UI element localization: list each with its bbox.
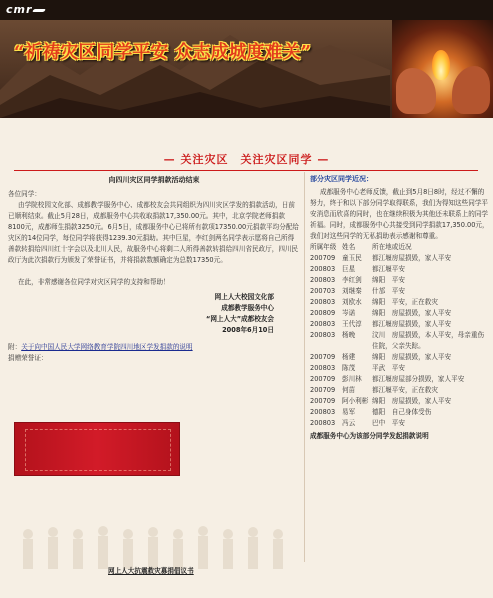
notice-title: 向四川灾区同学捐款活动结束 (108, 176, 200, 184)
table-row (310, 363, 490, 374)
table-row (310, 275, 490, 286)
grade-cell: 200803 (310, 364, 336, 372)
name-cell: 杨晚 (342, 331, 356, 339)
grade-cell: 200803 (310, 331, 336, 339)
grade-cell: 200803 (310, 265, 336, 273)
table-row (310, 319, 490, 330)
status-cell: 汶川 房屋损毁，本人平安，母亲重伤住院，父亲失踪。 (372, 331, 485, 350)
grade-cell: 200803 (310, 298, 336, 306)
table-row (310, 264, 490, 275)
status-cell: 都江堰房屋部分损毁，家人平安 (372, 375, 465, 383)
name-cell: 何苗 (342, 386, 356, 394)
signature-line: “网上人大”成都校友会 (205, 315, 274, 323)
signature-block (8, 292, 300, 336)
table-row (310, 253, 490, 264)
name-cell: 易军 (342, 408, 356, 416)
memorial-silhouette-image (8, 504, 300, 574)
certificate-label: 捐赠荣誉证： (8, 354, 48, 362)
certificate-border (25, 429, 171, 471)
grade-cell: 200709 (310, 397, 336, 405)
section-title: — 关注灾区 关注灾区同学 — (163, 153, 330, 166)
status-cell: 都江堰房屋损毁，家人平安 (372, 254, 452, 262)
status-cell: 绵阳 平安 (372, 276, 405, 284)
candle-hands-image (392, 20, 493, 118)
signature-line: 成都教学服务中心 (221, 304, 274, 312)
name-cell: 李红剑 (342, 276, 362, 284)
status-cell: 都江堰平安，正在救灾 (372, 386, 438, 394)
signature-line: 网上人大校园文化部 (214, 293, 274, 301)
status-heading: 部分灾区同学近况： (310, 175, 373, 183)
header-banner (0, 0, 493, 118)
table-row (310, 286, 490, 297)
name-cell: 刘欧水 (342, 298, 362, 306)
table-row (310, 374, 490, 385)
donation-notice (8, 174, 300, 584)
left-hand-shape (396, 68, 436, 114)
name-cell: 童玉民 (342, 254, 362, 262)
appeal-link[interactable]: 网上人大抗震救灾募捐倡议书 (108, 567, 194, 575)
grade-cell: 200703 (310, 287, 336, 295)
grade-cell: 200709 (310, 254, 336, 262)
attachment-link[interactable]: 关于向中国人民大学网络教育学院四川地区学发捐款的说明 (21, 343, 193, 351)
table-row (310, 418, 490, 429)
status-footer: 成都服务中心为该部分同学发起捐款说明 (310, 432, 429, 440)
table-row (310, 396, 490, 407)
table-row (310, 352, 490, 363)
status-cell: 都江堰房屋损毁，家人平安 (372, 320, 452, 328)
name-cell: 阿小利彬 (342, 397, 369, 405)
grade-cell: 200809 (310, 309, 336, 317)
table-row (310, 297, 490, 308)
status-cell: 都江堰平安 (372, 265, 405, 273)
column-header: 所属年级 (310, 243, 337, 251)
grade-cell: 200803 (310, 320, 336, 328)
attachment-row (8, 342, 300, 353)
grade-cell: 200709 (310, 353, 336, 361)
student-status-table (310, 242, 490, 429)
status-cell: 绵阳 房屋损毁，家人平安 (372, 397, 452, 405)
banner-slogan: “祈祷灾区同学平安 众志成城度难关” (14, 42, 311, 63)
status-intro: 成都服务中心老师反馈，截止到5月8日8时，经过不懈的努力，终于和以下部分同学取得联系，我们为得知这些同学平安消息而欣喜的同时，也在继续积极为其他还未联系上的同学祈福。同时，成都服务中心共接受到同学捐款17,350.00元，我们对这些同学的无私捐助表示感谢和尊重。 (310, 188, 489, 240)
notice-body: 由学院校园文化部、成都教学服务中心、成都校友会共同组织为四川灾区学发的捐款活动，日前已顺利结束。截止5月28日，成都服务中心共收取捐款17,350.00元。其中，北京学院老师捐款8100元，成都师生捐款3250元。6月5日，成都服务中心已将所有款项17350.00元捐款平均分配给灾区的14位同学，每位同学将获得1239.30元捐助。其中巨星，李红剑两名同学表示愿将自己所得善款转捐给四川红十字会以及北川人民，故服务中心将剩二人所得善款转捐给四川省民政厅，四川民政厅为此次捐款行为颁发了荣誉证书，并将捐款数额确定为总数17350元。 (8, 201, 300, 264)
student-status-panel (310, 174, 490, 564)
logo-swoosh-icon (32, 9, 46, 12)
decorative-strip (0, 118, 493, 148)
table-row (310, 385, 490, 396)
top-bar (0, 0, 493, 20)
status-cell: 平武 平安 (372, 364, 405, 372)
grade-cell: 200803 (310, 419, 336, 427)
grade-cell: 200709 (310, 375, 336, 383)
status-cell: 绵阳 房屋损毁，家人平安 (372, 353, 452, 361)
notice-thanks: 在此，非常感谢各位同学对灾区同学的支持和帮助！ (18, 278, 170, 286)
name-cell: 杨建 (342, 353, 356, 361)
table-header-row (310, 242, 490, 253)
name-cell: 冯云 (342, 419, 356, 427)
table-row (310, 308, 490, 319)
status-cell: 绵阳 房屋损毁，家人平安 (372, 309, 452, 317)
name-cell: 王代淳 (342, 320, 362, 328)
name-cell: 彭川林 (342, 375, 362, 383)
signature-date: 2008年6月10日 (222, 326, 274, 334)
name-cell: 陈茂 (342, 364, 356, 372)
grade-cell: 200803 (310, 276, 336, 284)
notice-greeting: 各位同学： (8, 190, 41, 198)
table-row (310, 330, 490, 352)
name-cell: 巨星 (342, 265, 356, 273)
column-divider (304, 172, 305, 562)
column-header: 姓名 (342, 243, 356, 251)
candle-flame-icon (432, 50, 450, 80)
status-cell: 绵阳 平安，正在救灾 (372, 298, 438, 306)
table-row (310, 407, 490, 418)
status-cell: 巴中 平安 (372, 419, 405, 427)
status-cell: 德阳 自己身体受伤 (372, 408, 432, 416)
name-cell: 刘继秦 (342, 287, 362, 295)
title-divider (14, 170, 478, 171)
grade-cell: 200709 (310, 386, 336, 394)
right-hand-shape (452, 66, 490, 114)
name-cell: 岑诺 (342, 309, 356, 317)
cmr-logo[interactable]: cmr (6, 3, 33, 16)
status-cell: 什邡 平安 (372, 287, 405, 295)
attachment-label: 附： (8, 343, 22, 351)
column-header: 所在地或近况 (372, 243, 412, 251)
donation-certificate-image[interactable] (14, 422, 180, 476)
grade-cell: 200803 (310, 408, 336, 416)
